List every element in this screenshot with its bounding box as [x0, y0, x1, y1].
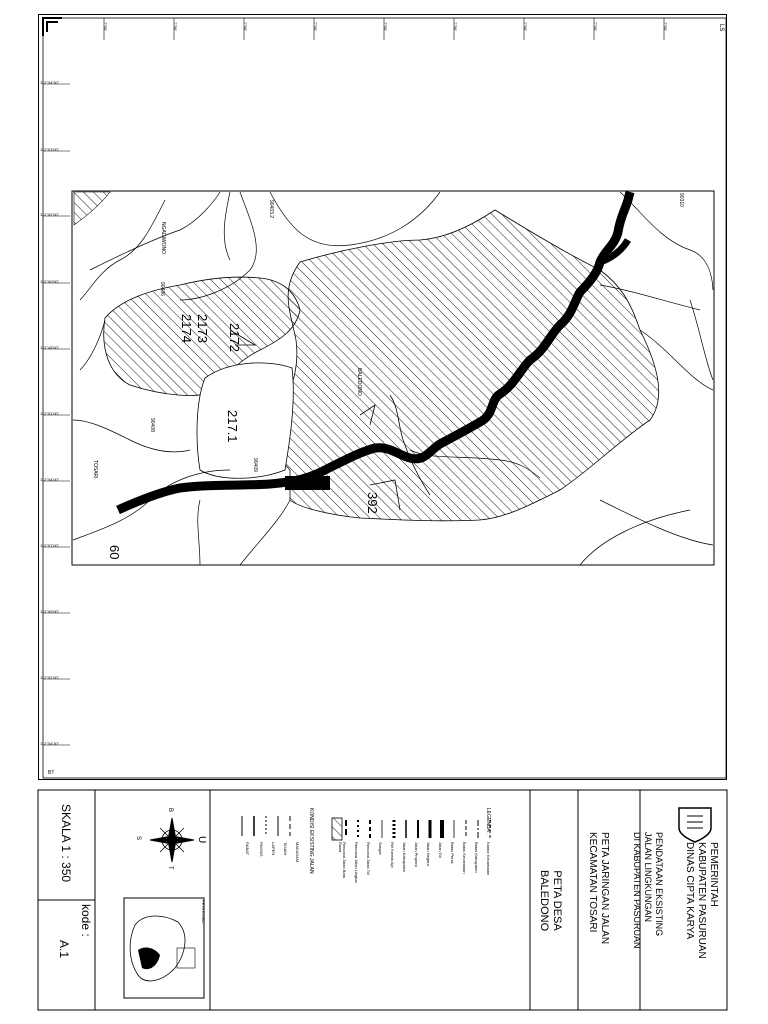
key-map-label: PETA KUNCI :: [201, 900, 206, 926]
left-tick-label: 112°54'30": [40, 741, 60, 746]
place-label-baledono: BALEDONO: [356, 368, 362, 396]
left-tick-label: 112°54'00": [40, 477, 60, 482]
code-label: 90408: [149, 418, 155, 432]
project-line: DI KABUPATEN PASURUAN: [632, 832, 642, 949]
code-label: 90310: [678, 193, 684, 207]
road-segment: [285, 476, 330, 490]
code-label: 90406: [159, 282, 165, 296]
place-label-ngadiwono: NGADIWONO: [160, 222, 166, 254]
code-label: 90409: [252, 458, 258, 472]
project-line: JALAN LINGKUNGAN: [643, 832, 653, 923]
bottom-left-code: BT: [48, 770, 55, 776]
emblem-icon: [679, 808, 711, 842]
legend-item: Rel Kereta Api: [390, 842, 395, 868]
legend-item: Jalan Negara: [426, 842, 431, 866]
top-tick-label: 7°56': [383, 22, 388, 32]
legend-item: Jalan Kabupaten: [402, 842, 407, 873]
compass-east: T: [167, 866, 173, 870]
legend-item-rawa: Rawa: [338, 842, 343, 853]
kondisi-item: RABAT: [245, 842, 250, 856]
gov-line: DINAS CIPTA KARYA: [684, 842, 695, 940]
parcel-number: 217.1: [225, 410, 240, 443]
kondisi-item: PAVING: [259, 842, 264, 857]
legend-item: Sungai: [378, 842, 383, 855]
left-tick-label: 112°54'30": [40, 80, 60, 85]
legend-item: Batas Kecamatan: [462, 842, 467, 874]
compass-rose: [150, 818, 194, 862]
left-tick-label: 112°52'00": [40, 212, 60, 217]
legend-item: Batas Kabupaten: [474, 842, 479, 873]
kondisi-item: TANAH: [283, 842, 288, 856]
parcel-number: 2174: [179, 314, 194, 343]
project-line: PENDATAAN EKSISTING: [654, 832, 664, 937]
left-tick-label: 112°57'00": [40, 543, 60, 548]
code-label: 90403.2: [268, 200, 274, 219]
scale-label: SKALA 1 : 350: [59, 804, 73, 883]
legend-item: Rencana Jalan Lingkar: [354, 842, 359, 883]
compass-west: B: [167, 808, 173, 813]
legend-item: Rencana Jalan Baru: [342, 842, 347, 879]
compass-south: S: [135, 836, 141, 841]
map-title-line: PETA JARINGAN JALAN: [599, 832, 610, 945]
top-tick-label: 7°56': [523, 22, 528, 32]
legend-title: LEGENDA :: [485, 808, 491, 835]
gov-title: [683, 842, 719, 959]
enclave: [197, 363, 293, 478]
map-title: [586, 832, 610, 944]
map-title-line: KECAMATAN TOSARI: [587, 832, 598, 933]
gov-line: PEMERINTAH: [708, 842, 719, 907]
legend-item: Rencana Jalan Tol: [366, 842, 371, 875]
top-tick-label: 7°56': [243, 22, 248, 32]
kondisi-item: MAKADAM: [295, 842, 300, 863]
parcel-number: 60: [107, 545, 122, 560]
desa-title: [537, 870, 563, 931]
kondisi-item: LAPEN: [271, 842, 276, 856]
left-tick-label: 112°53'00": [40, 147, 60, 152]
left-tick-label: 112°48'00": [40, 345, 60, 350]
left-tick-label: 112°52'00": [40, 675, 60, 680]
gov-line: KABUPATEN PASURUAN: [696, 842, 707, 959]
legend-item: Batas Persil: [450, 842, 455, 864]
title-block-lines: [38, 790, 727, 1010]
legend-item: Jalan Tol: [438, 842, 443, 858]
top-tick-label: 7°56': [313, 22, 318, 32]
parcel-number: 2172: [227, 323, 242, 352]
top-tick-label: 7°56': [103, 22, 108, 32]
top-tick-label: 7°56': [453, 22, 458, 32]
key-map-highlight: [138, 948, 160, 970]
left-tick-label: 112°51'00": [40, 411, 60, 416]
top-tick-label: 7°56': [173, 22, 178, 32]
kode-label: kode :: [79, 904, 93, 937]
parcel-number: 392: [365, 492, 380, 514]
kondisi-title: KONDISI EKSISTING JALAN: [308, 808, 314, 874]
top-right-code: LS: [718, 24, 724, 32]
place-label-tosari: TOSARI: [92, 460, 98, 479]
top-tick-label: 7°56': [593, 22, 598, 32]
compass-north: U: [196, 836, 207, 844]
desa-line: PETA DESA: [551, 870, 563, 931]
legend-symbols: [242, 816, 490, 840]
key-map-frame: [177, 948, 195, 968]
top-tick-label: 7°56': [663, 22, 668, 32]
legend-item: Kantor Kecamatan: [486, 842, 491, 876]
corner-mark: [43, 18, 62, 36]
left-tick-label: 112°59'00": [40, 609, 60, 614]
parcel-number: 2173: [195, 314, 210, 343]
desa-line: BALEDONO: [538, 870, 550, 932]
kode-value: A.1: [57, 940, 71, 959]
legend-item: Jalan Propinsi: [414, 842, 419, 868]
project-title: [631, 832, 664, 949]
left-tick-label: 112°50'00": [40, 279, 60, 284]
